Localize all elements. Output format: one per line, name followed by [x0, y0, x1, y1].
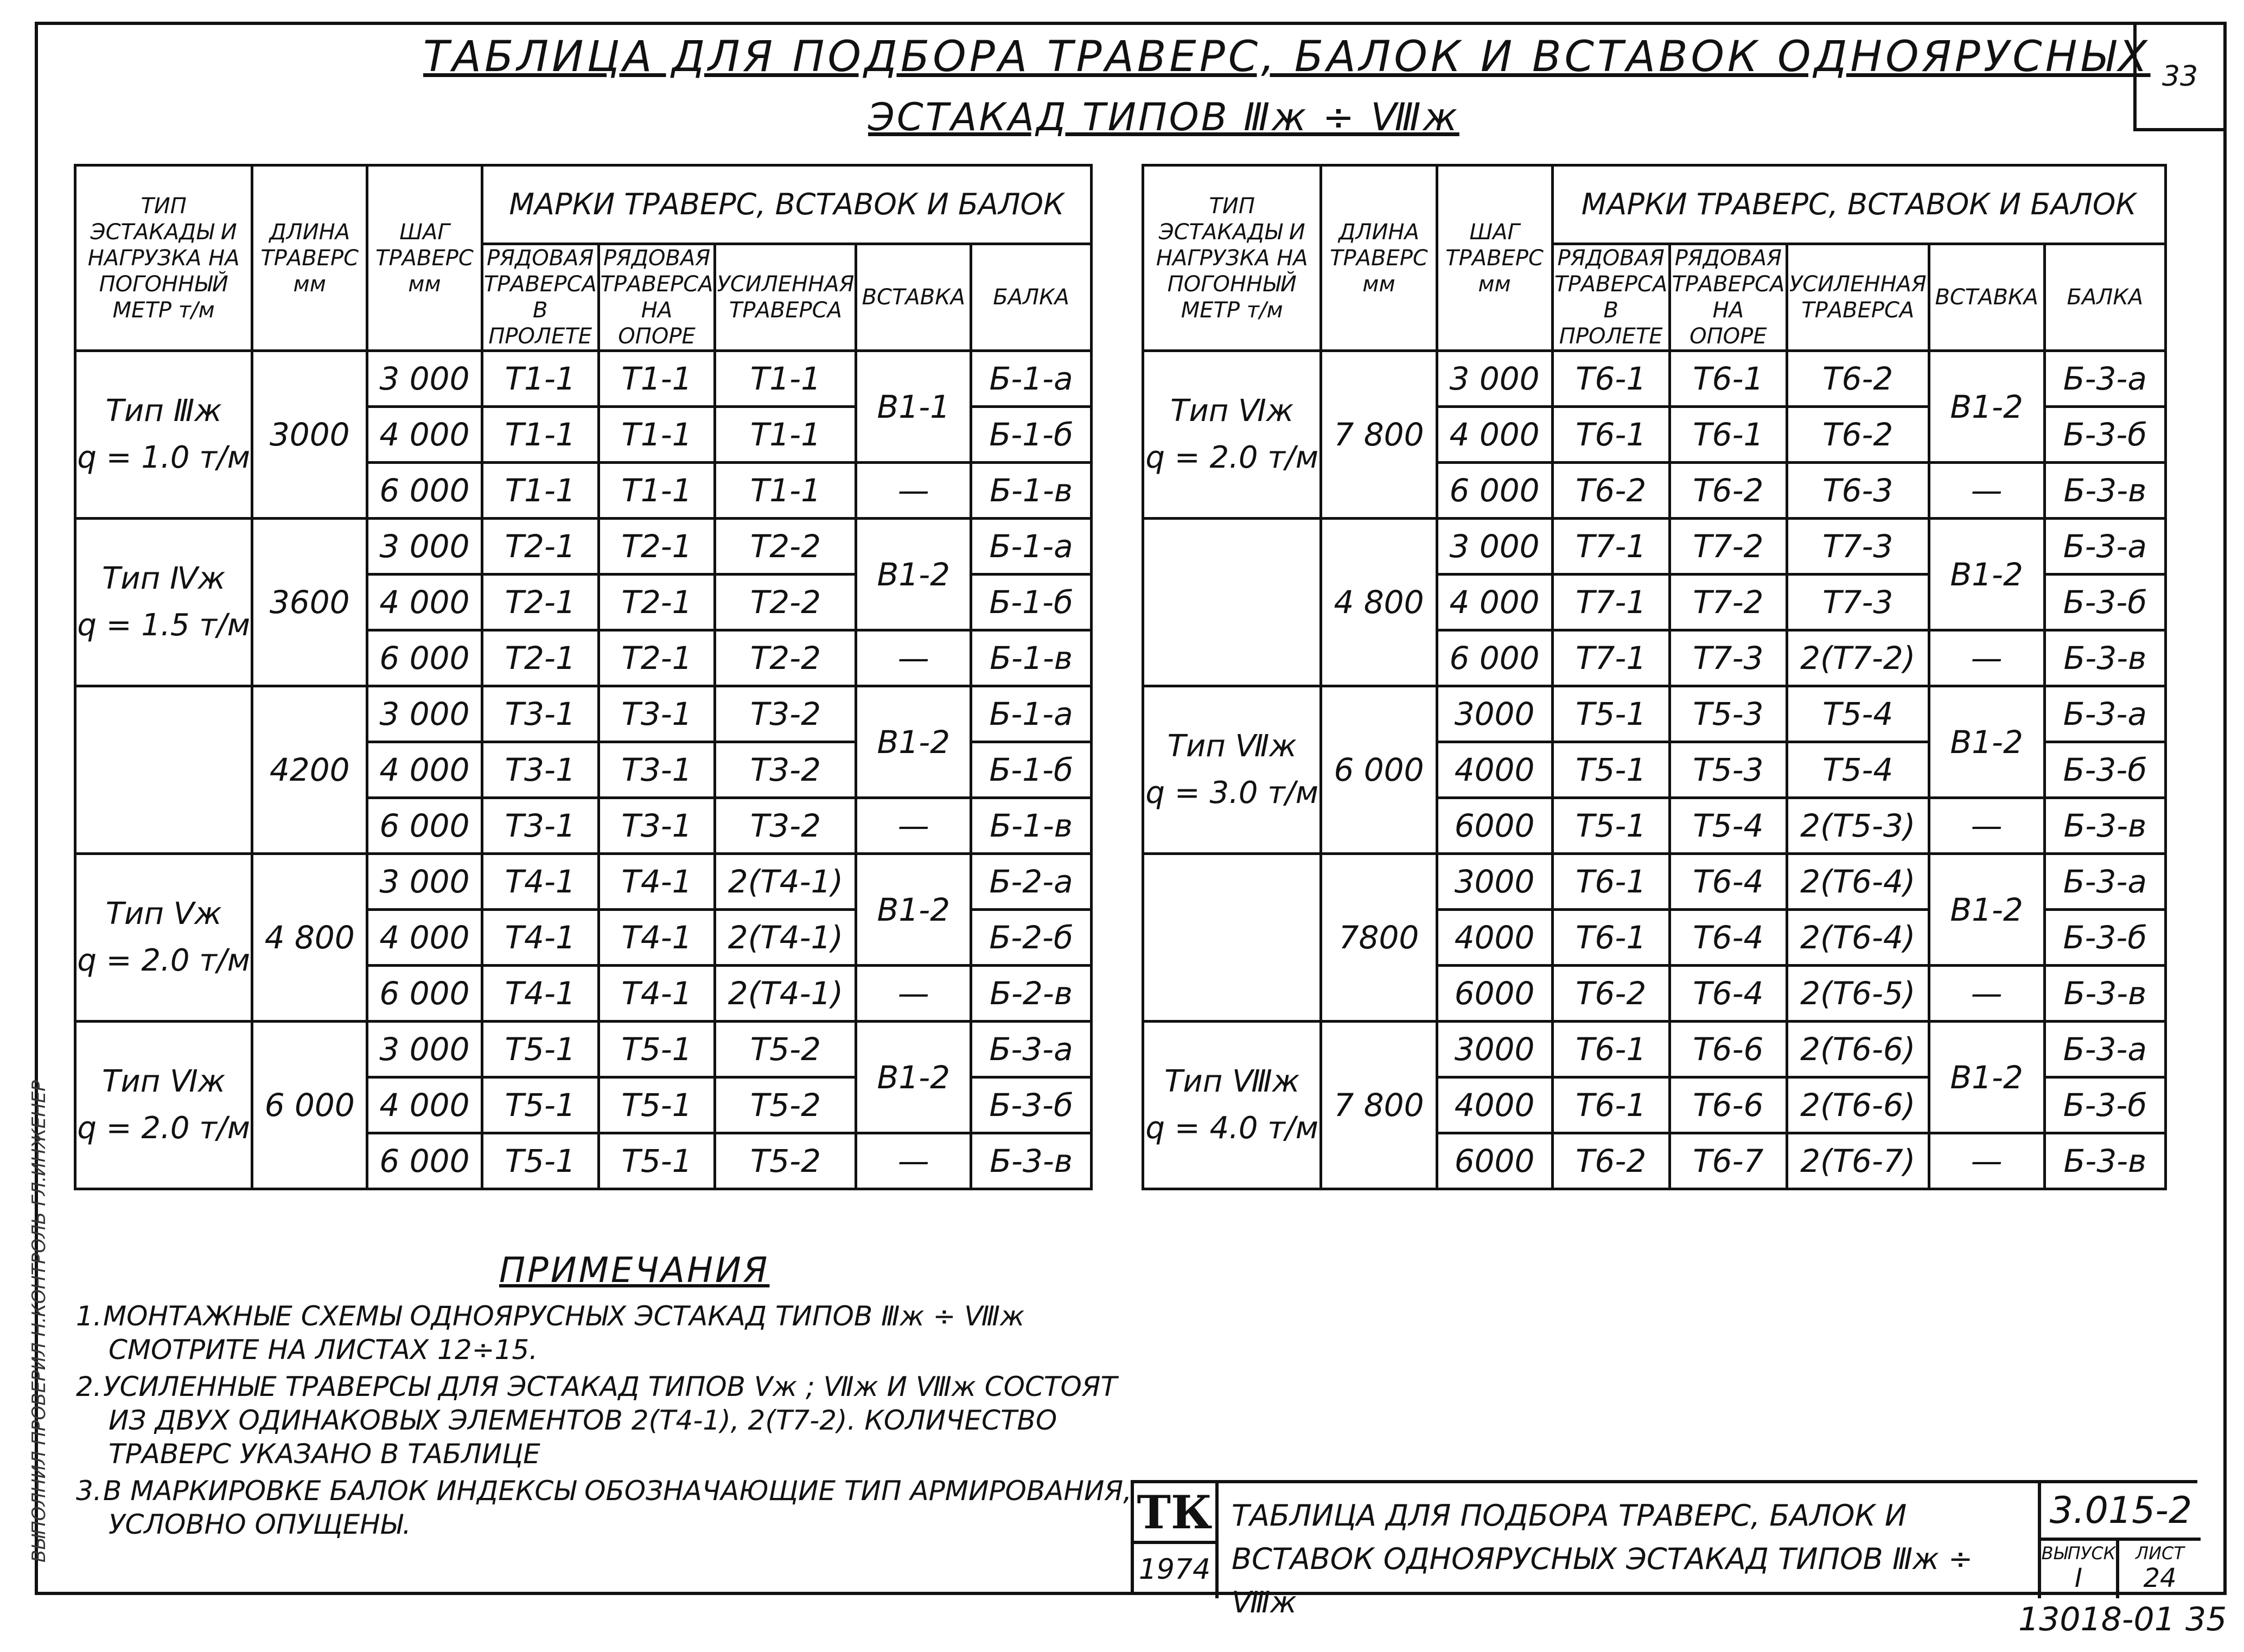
step-cell: 6 000 [1437, 630, 1552, 686]
header-step: ШАГ ТРАВЕРС мм [367, 165, 482, 351]
beam-cell: Б-3-а [971, 1022, 1092, 1077]
span-traverse-cell: Т7-1 [1552, 630, 1669, 686]
header-insert: ВСТАВКА [856, 244, 971, 351]
type-label: Тип Ⅴж [105, 896, 222, 932]
beam-cell: Б-3-б [2044, 742, 2165, 798]
type-cell [75, 351, 252, 519]
span-traverse-cell: Т6-1 [1552, 1022, 1669, 1077]
sheet-number: 33 [2133, 25, 2223, 131]
header-support-traverse: РЯДОВАЯ ТРАВЕРСА НА ОПОРЕ [598, 244, 715, 351]
span-traverse-cell: Т6-1 [1552, 854, 1669, 910]
reinforced-traverse-cell: Т7-3 [1787, 519, 1929, 575]
span-traverse-cell: Т2-1 [482, 630, 598, 686]
insert-cell: В1-1 [856, 351, 971, 463]
support-traverse-cell: Т5-1 [598, 1022, 715, 1077]
title-block [1131, 1480, 2197, 1619]
span-traverse-cell: Т6-1 [1552, 407, 1669, 463]
support-traverse-cell: Т3-1 [598, 686, 715, 742]
beam-cell: Б-1-а [971, 686, 1092, 742]
type-cell [75, 1022, 252, 1189]
span-traverse-cell: Т5-1 [1552, 798, 1669, 854]
length-cell: 6 000 [1321, 686, 1437, 854]
notes [76, 1299, 1134, 1545]
reinforced-traverse-cell: Т5-2 [715, 1022, 856, 1077]
span-traverse-cell: Т1-1 [482, 407, 598, 463]
reinforced-traverse-cell: Т1-1 [715, 407, 856, 463]
header-marks: МАРКИ ТРАВЕРС, ВСТАВОК И БАЛОК [1552, 165, 2165, 244]
header-span-traverse: РЯДОВАЯ ТРАВЕРСА В ПРОЛЕТЕ [1552, 244, 1669, 351]
support-traverse-cell: Т4-1 [598, 910, 715, 966]
load-label: q = 2.0 т/м [77, 943, 250, 978]
beam-cell: Б-2-а [971, 854, 1092, 910]
reinforced-traverse-cell: Т6-2 [1787, 407, 1929, 463]
type-cell [1143, 686, 1321, 854]
table-row [75, 686, 1092, 742]
note-number: 1. [76, 1300, 102, 1332]
span-traverse-cell: Т4-1 [482, 966, 598, 1022]
load-label: q = 1.5 т/м [77, 608, 250, 643]
beam-cell: Б-2-в [971, 966, 1092, 1022]
step-cell: 4 000 [1437, 407, 1552, 463]
support-traverse-cell: Т6-6 [1669, 1022, 1787, 1077]
length-cell: 4 800 [1321, 519, 1437, 686]
load-label: q = 1.0 т/м [77, 440, 250, 475]
span-traverse-cell: Т7-1 [1552, 519, 1669, 575]
reinforced-traverse-cell: Т3-2 [715, 742, 856, 798]
span-traverse-cell: Т5-1 [482, 1022, 598, 1077]
beam-cell: Б-3-в [2044, 966, 2165, 1022]
step-cell: 3000 [1437, 1022, 1552, 1077]
beam-cell: Б-3-а [2044, 1022, 2165, 1077]
type-cell [75, 854, 252, 1022]
table-row [75, 854, 1092, 910]
title-block-issue [2038, 1541, 2119, 1598]
insert-cell: — [1929, 463, 2044, 519]
header-beam: БАЛКА [2044, 244, 2165, 351]
step-cell: 6000 [1437, 966, 1552, 1022]
beam-cell: Б-3-в [971, 1133, 1092, 1189]
header-length: ДЛИНА ТРАВЕРС мм [1321, 165, 1437, 351]
table-row [1143, 1022, 2166, 1077]
tk-logo: ТК [1134, 1483, 1219, 1544]
type-cell [75, 519, 252, 686]
inventory-number: 13018-01 35 [2018, 1600, 2227, 1638]
span-traverse-cell: Т4-1 [482, 854, 598, 910]
support-traverse-cell: Т7-2 [1669, 519, 1787, 575]
length-cell: 3600 [252, 519, 367, 686]
support-traverse-cell: Т7-2 [1669, 575, 1787, 630]
note-text: МОНТАЖНЫЕ СХЕМЫ ОДНОЯРУСНЫХ ЭСТАКАД ТИПОВ Ⅲж ÷ Ⅷж СМОТРИТЕ НА ЛИСТАХ 12÷15. [103, 1300, 1025, 1366]
insert-cell: — [856, 1133, 971, 1189]
beam-cell: Б-1-б [971, 742, 1092, 798]
type-label: Тип Ⅲж [105, 393, 222, 429]
step-cell: 6 000 [367, 966, 482, 1022]
beam-cell: Б-1-а [971, 351, 1092, 407]
length-cell: 3000 [252, 351, 367, 519]
span-traverse-cell: Т7-1 [1552, 575, 1669, 630]
support-traverse-cell: Т5-3 [1669, 686, 1787, 742]
side-stamp [7, 260, 50, 1562]
header-length: ДЛИНА ТРАВЕРС мм [252, 165, 367, 351]
step-cell: 4 000 [367, 575, 482, 630]
insert-cell: — [856, 798, 971, 854]
reinforced-traverse-cell: Т1-1 [715, 351, 856, 407]
step-cell: 6 000 [1437, 463, 1552, 519]
length-cell: 6 000 [252, 1022, 367, 1189]
step-cell: 3 000 [367, 351, 482, 407]
span-traverse-cell: Т2-1 [482, 519, 598, 575]
sheet-value: 24 [2143, 1563, 2177, 1593]
span-traverse-cell: Т2-1 [482, 575, 598, 630]
note-text: УСИЛЕННЫЕ ТРАВЕРСЫ ДЛЯ ЭСТАКАД ТИПОВ Ⅴж ; Ⅶж И Ⅷж СОСТОЯТ ИЗ ДВУХ ОДИНАКОВЫХ ЭЛЕМЕНТОВ 2(Т4-1), 2(Т7-2). КОЛИЧЕСТВО ТРАВЕРС УКАЗАНО В ТАБЛИЦЕ [103, 1371, 1118, 1470]
step-cell: 3 000 [1437, 351, 1552, 407]
type-cell [1143, 519, 1321, 686]
reinforced-traverse-cell: 2(Т4-1) [715, 966, 856, 1022]
table-row [1143, 686, 2166, 742]
step-cell: 3000 [1437, 854, 1552, 910]
type-cell [75, 686, 252, 854]
support-traverse-cell: Т6-7 [1669, 1133, 1787, 1189]
beam-cell: Б-3-б [2044, 575, 2165, 630]
beam-cell: Б-3-в [2044, 798, 2165, 854]
beam-cell: Б-2-б [971, 910, 1092, 966]
reinforced-traverse-cell: Т6-3 [1787, 463, 1929, 519]
beam-cell: Б-1-а [971, 519, 1092, 575]
step-cell: 6 000 [367, 1133, 482, 1189]
reinforced-traverse-cell: 2(Т5-3) [1787, 798, 1929, 854]
type-cell [1143, 351, 1321, 519]
beam-cell: Б-3-б [2044, 407, 2165, 463]
span-traverse-cell: Т6-1 [1552, 1077, 1669, 1133]
reinforced-traverse-cell: Т5-4 [1787, 742, 1929, 798]
notes-list [76, 1299, 1134, 1541]
type-cell [1143, 1022, 1321, 1189]
reinforced-traverse-cell: Т3-2 [715, 686, 856, 742]
issue-label: ВЫПУСК [2041, 1543, 2116, 1564]
insert-cell: В1-2 [1929, 519, 2044, 630]
support-traverse-cell: Т3-1 [598, 742, 715, 798]
support-traverse-cell: Т2-1 [598, 575, 715, 630]
length-cell: 4200 [252, 686, 367, 854]
beam-cell: Б-3-а [2044, 686, 2165, 742]
type-label: Тип Ⅵж [1170, 393, 1294, 429]
table-row [75, 1022, 1092, 1077]
table-row [75, 351, 1092, 407]
support-traverse-cell: Т5-1 [598, 1133, 715, 1189]
insert-cell: — [1929, 798, 2044, 854]
reinforced-traverse-cell: Т7-3 [1787, 575, 1929, 630]
step-cell: 3 000 [367, 854, 482, 910]
support-traverse-cell: Т6-4 [1669, 966, 1787, 1022]
reinforced-traverse-cell: 2(Т6-6) [1787, 1077, 1929, 1133]
support-traverse-cell: Т6-4 [1669, 910, 1787, 966]
beam-cell: Б-3-в [2044, 1133, 2165, 1189]
note-text: В МАРКИРОВКЕ БАЛОК ИНДЕКСЫ ОБОЗНАЧАЮЩИЕ ТИП АРМИРОВАНИЯ, УСЛОВНО ОПУЩЕНЫ. [103, 1475, 1132, 1540]
support-traverse-cell: Т1-1 [598, 407, 715, 463]
sheet-label: ЛИСТ [2135, 1543, 2184, 1564]
span-traverse-cell: Т6-2 [1552, 463, 1669, 519]
reinforced-traverse-cell: Т2-2 [715, 519, 856, 575]
step-cell: 4 000 [367, 910, 482, 966]
span-traverse-cell: Т3-1 [482, 686, 598, 742]
type-label: Тип Ⅵж [102, 1064, 226, 1099]
support-traverse-cell: Т1-1 [598, 351, 715, 407]
note-item [76, 1474, 1134, 1541]
support-traverse-cell: Т4-1 [598, 854, 715, 910]
table-row [1143, 351, 2166, 407]
type-label: Тип Ⅶж [1167, 729, 1297, 764]
step-cell: 4 000 [367, 1077, 482, 1133]
support-traverse-cell: Т2-1 [598, 630, 715, 686]
span-traverse-cell: Т1-1 [482, 463, 598, 519]
span-traverse-cell: Т6-2 [1552, 1133, 1669, 1189]
step-cell: 3000 [1437, 686, 1552, 742]
length-cell: 7800 [1321, 854, 1437, 1022]
title-block-description: ТАБЛИЦА ДЛЯ ПОДБОРА ТРАВЕРС, БАЛОК И ВСТАВОК ОДНОЯРУСНЫХ ЭСТАКАД ТИПОВ Ⅲж ÷ Ⅷж [1232, 1498, 1973, 1619]
beam-cell: Б-1-в [971, 463, 1092, 519]
step-cell: 4000 [1437, 1077, 1552, 1133]
span-traverse-cell: Т3-1 [482, 742, 598, 798]
load-label: q = 2.0 т/м [77, 1111, 250, 1146]
beam-cell: Б-3-б [971, 1077, 1092, 1133]
reinforced-traverse-cell: Т2-2 [715, 575, 856, 630]
step-cell: 6000 [1437, 798, 1552, 854]
reinforced-traverse-cell: Т5-4 [1787, 686, 1929, 742]
reinforced-traverse-cell: Т6-2 [1787, 351, 1929, 407]
insert-cell: В1-2 [856, 686, 971, 798]
beam-cell: Б-1-б [971, 407, 1092, 463]
support-traverse-cell: Т6-1 [1669, 407, 1787, 463]
step-cell: 6 000 [367, 798, 482, 854]
span-traverse-cell: Т6-1 [1552, 910, 1669, 966]
insert-cell: — [856, 966, 971, 1022]
support-traverse-cell: Т3-1 [598, 798, 715, 854]
support-traverse-cell: Т6-1 [1669, 351, 1787, 407]
header-step: ШАГ ТРАВЕРС мм [1437, 165, 1552, 351]
load-label: q = 4.0 т/м [1145, 1111, 1319, 1146]
note-item [76, 1299, 1134, 1367]
step-cell: 4000 [1437, 910, 1552, 966]
reinforced-traverse-cell: 2(Т4-1) [715, 854, 856, 910]
header-span-traverse: РЯДОВАЯ ТРАВЕРСА В ПРОЛЕТЕ [482, 244, 598, 351]
insert-cell: В1-2 [1929, 351, 2044, 463]
header-reinforced-traverse: УСИЛЕННАЯ ТРАВЕРСА [1787, 244, 1929, 351]
side-stamp-text: ВЫПОЛНИЛ ПРОВЕРИЛ Н.КОНТРОЛЬ ГЛ.ИНЖЕНЕР [28, 1080, 50, 1562]
page-subtitle: ЭСТАКАД ТИПОВ Ⅲж ÷ Ⅷж [868, 95, 1459, 139]
support-traverse-cell: Т5-1 [598, 1077, 715, 1133]
span-traverse-cell: Т1-1 [482, 351, 598, 407]
reinforced-traverse-cell: 2(Т6-7) [1787, 1133, 1929, 1189]
support-traverse-cell: Т5-3 [1669, 742, 1787, 798]
reinforced-traverse-cell: 2(Т6-6) [1787, 1022, 1929, 1077]
support-traverse-cell: Т2-1 [598, 519, 715, 575]
note-number: 2. [76, 1371, 102, 1402]
step-cell: 6000 [1437, 1133, 1552, 1189]
step-cell: 6 000 [367, 463, 482, 519]
step-cell: 4 000 [367, 407, 482, 463]
span-traverse-cell: Т3-1 [482, 798, 598, 854]
support-traverse-cell: Т6-2 [1669, 463, 1787, 519]
right-selection-table [1142, 164, 2167, 1190]
beam-cell: Б-3-б [2044, 1077, 2165, 1133]
title-block-year: 1974 [1134, 1541, 1219, 1598]
insert-cell: — [1929, 966, 2044, 1022]
reinforced-traverse-cell: Т5-2 [715, 1133, 856, 1189]
beam-cell: Б-3-а [2044, 519, 2165, 575]
reinforced-traverse-cell: 2(Т6-5) [1787, 966, 1929, 1022]
title-block-sheet [2119, 1541, 2201, 1598]
reinforced-traverse-cell: Т5-2 [715, 1077, 856, 1133]
support-traverse-cell: Т4-1 [598, 966, 715, 1022]
header-insert: ВСТАВКА [1929, 244, 2044, 351]
insert-cell: — [1929, 630, 2044, 686]
header-marks: МАРКИ ТРАВЕРС, ВСТАВОК И БАЛОК [482, 165, 1091, 244]
insert-cell: — [856, 463, 971, 519]
reinforced-traverse-cell: Т2-2 [715, 630, 856, 686]
span-traverse-cell: Т5-1 [482, 1133, 598, 1189]
reinforced-traverse-cell: 2(Т6-4) [1787, 854, 1929, 910]
type-label: Тип Ⅷж [1164, 1064, 1300, 1099]
insert-cell: В1-2 [856, 854, 971, 966]
support-traverse-cell: Т1-1 [598, 463, 715, 519]
note-number: 3. [76, 1475, 102, 1507]
step-cell: 4 000 [367, 742, 482, 798]
beam-cell: Б-3-а [2044, 854, 2165, 910]
step-cell: 3 000 [367, 1022, 482, 1077]
span-traverse-cell: Т5-1 [1552, 742, 1669, 798]
table-row [1143, 519, 2166, 575]
step-cell: 3 000 [367, 686, 482, 742]
insert-cell: В1-2 [856, 519, 971, 630]
step-cell: 4 000 [1437, 575, 1552, 630]
header-type: ТИП ЭСТАКАДЫ И НАГРУЗКА НА ПОГОННЫЙ МЕТР т/м [1143, 165, 1321, 351]
span-traverse-cell: Т6-2 [1552, 966, 1669, 1022]
beam-cell: Б-3-б [2044, 910, 2165, 966]
step-cell: 4000 [1437, 742, 1552, 798]
insert-cell: В1-2 [1929, 854, 2044, 966]
step-cell: 6 000 [367, 630, 482, 686]
header-support-traverse: РЯДОВАЯ ТРАВЕРСА НА ОПОРЕ [1669, 244, 1787, 351]
length-cell: 7 800 [1321, 1022, 1437, 1189]
insert-cell: В1-2 [1929, 1022, 2044, 1133]
table-row [1143, 854, 2166, 910]
reinforced-traverse-cell: Т1-1 [715, 463, 856, 519]
reinforced-traverse-cell: 2(Т4-1) [715, 910, 856, 966]
beam-cell: Б-1-б [971, 575, 1092, 630]
span-traverse-cell: Т4-1 [482, 910, 598, 966]
support-traverse-cell: Т5-4 [1669, 798, 1787, 854]
issue-value: I [2074, 1563, 2083, 1593]
beam-cell: Б-3-в [2044, 630, 2165, 686]
type-label: Тип Ⅳж [102, 561, 226, 596]
length-cell: 4 800 [252, 854, 367, 1022]
support-traverse-cell: Т6-4 [1669, 854, 1787, 910]
insert-cell: В1-2 [1929, 686, 2044, 798]
beam-cell: Б-1-в [971, 798, 1092, 854]
step-cell: 3 000 [1437, 519, 1552, 575]
reinforced-traverse-cell: 2(Т6-4) [1787, 910, 1929, 966]
table-row [75, 519, 1092, 575]
title-block-series: 3.015-2 [2038, 1483, 2201, 1541]
page-title: ТАБЛИЦА ДЛЯ ПОДБОРА ТРАВЕРС, БАЛОК И ВСТАВОК ОДНОЯРУСНЫХ [423, 33, 2151, 81]
span-traverse-cell: Т6-1 [1552, 351, 1669, 407]
beam-cell: Б-3-а [2044, 351, 2165, 407]
header-beam: БАЛКА [971, 244, 1092, 351]
left-selection-table [74, 164, 1093, 1190]
span-traverse-cell: Т5-1 [482, 1077, 598, 1133]
header-reinforced-traverse: УСИЛЕННАЯ ТРАВЕРСА [715, 244, 856, 351]
span-traverse-cell: Т5-1 [1552, 686, 1669, 742]
support-traverse-cell: Т7-3 [1669, 630, 1787, 686]
insert-cell: — [856, 630, 971, 686]
type-cell [1143, 854, 1321, 1022]
step-cell: 3 000 [367, 519, 482, 575]
note-item [76, 1370, 1134, 1471]
insert-cell: В1-2 [856, 1022, 971, 1133]
header-type: ТИП ЭСТАКАДЫ И НАГРУЗКА НА ПОГОННЫЙ МЕТР т/м [75, 165, 252, 351]
reinforced-traverse-cell: 2(Т7-2) [1787, 630, 1929, 686]
support-traverse-cell: Т6-6 [1669, 1077, 1787, 1133]
insert-cell: — [1929, 1133, 2044, 1189]
load-label: q = 3.0 т/м [1145, 775, 1319, 811]
beam-cell: Б-1-в [971, 630, 1092, 686]
load-label: q = 2.0 т/м [1145, 440, 1319, 475]
beam-cell: Б-3-в [2044, 463, 2165, 519]
reinforced-traverse-cell: Т3-2 [715, 798, 856, 854]
notes-title: ПРИМЕЧАНИЯ [499, 1251, 770, 1291]
length-cell: 7 800 [1321, 351, 1437, 519]
